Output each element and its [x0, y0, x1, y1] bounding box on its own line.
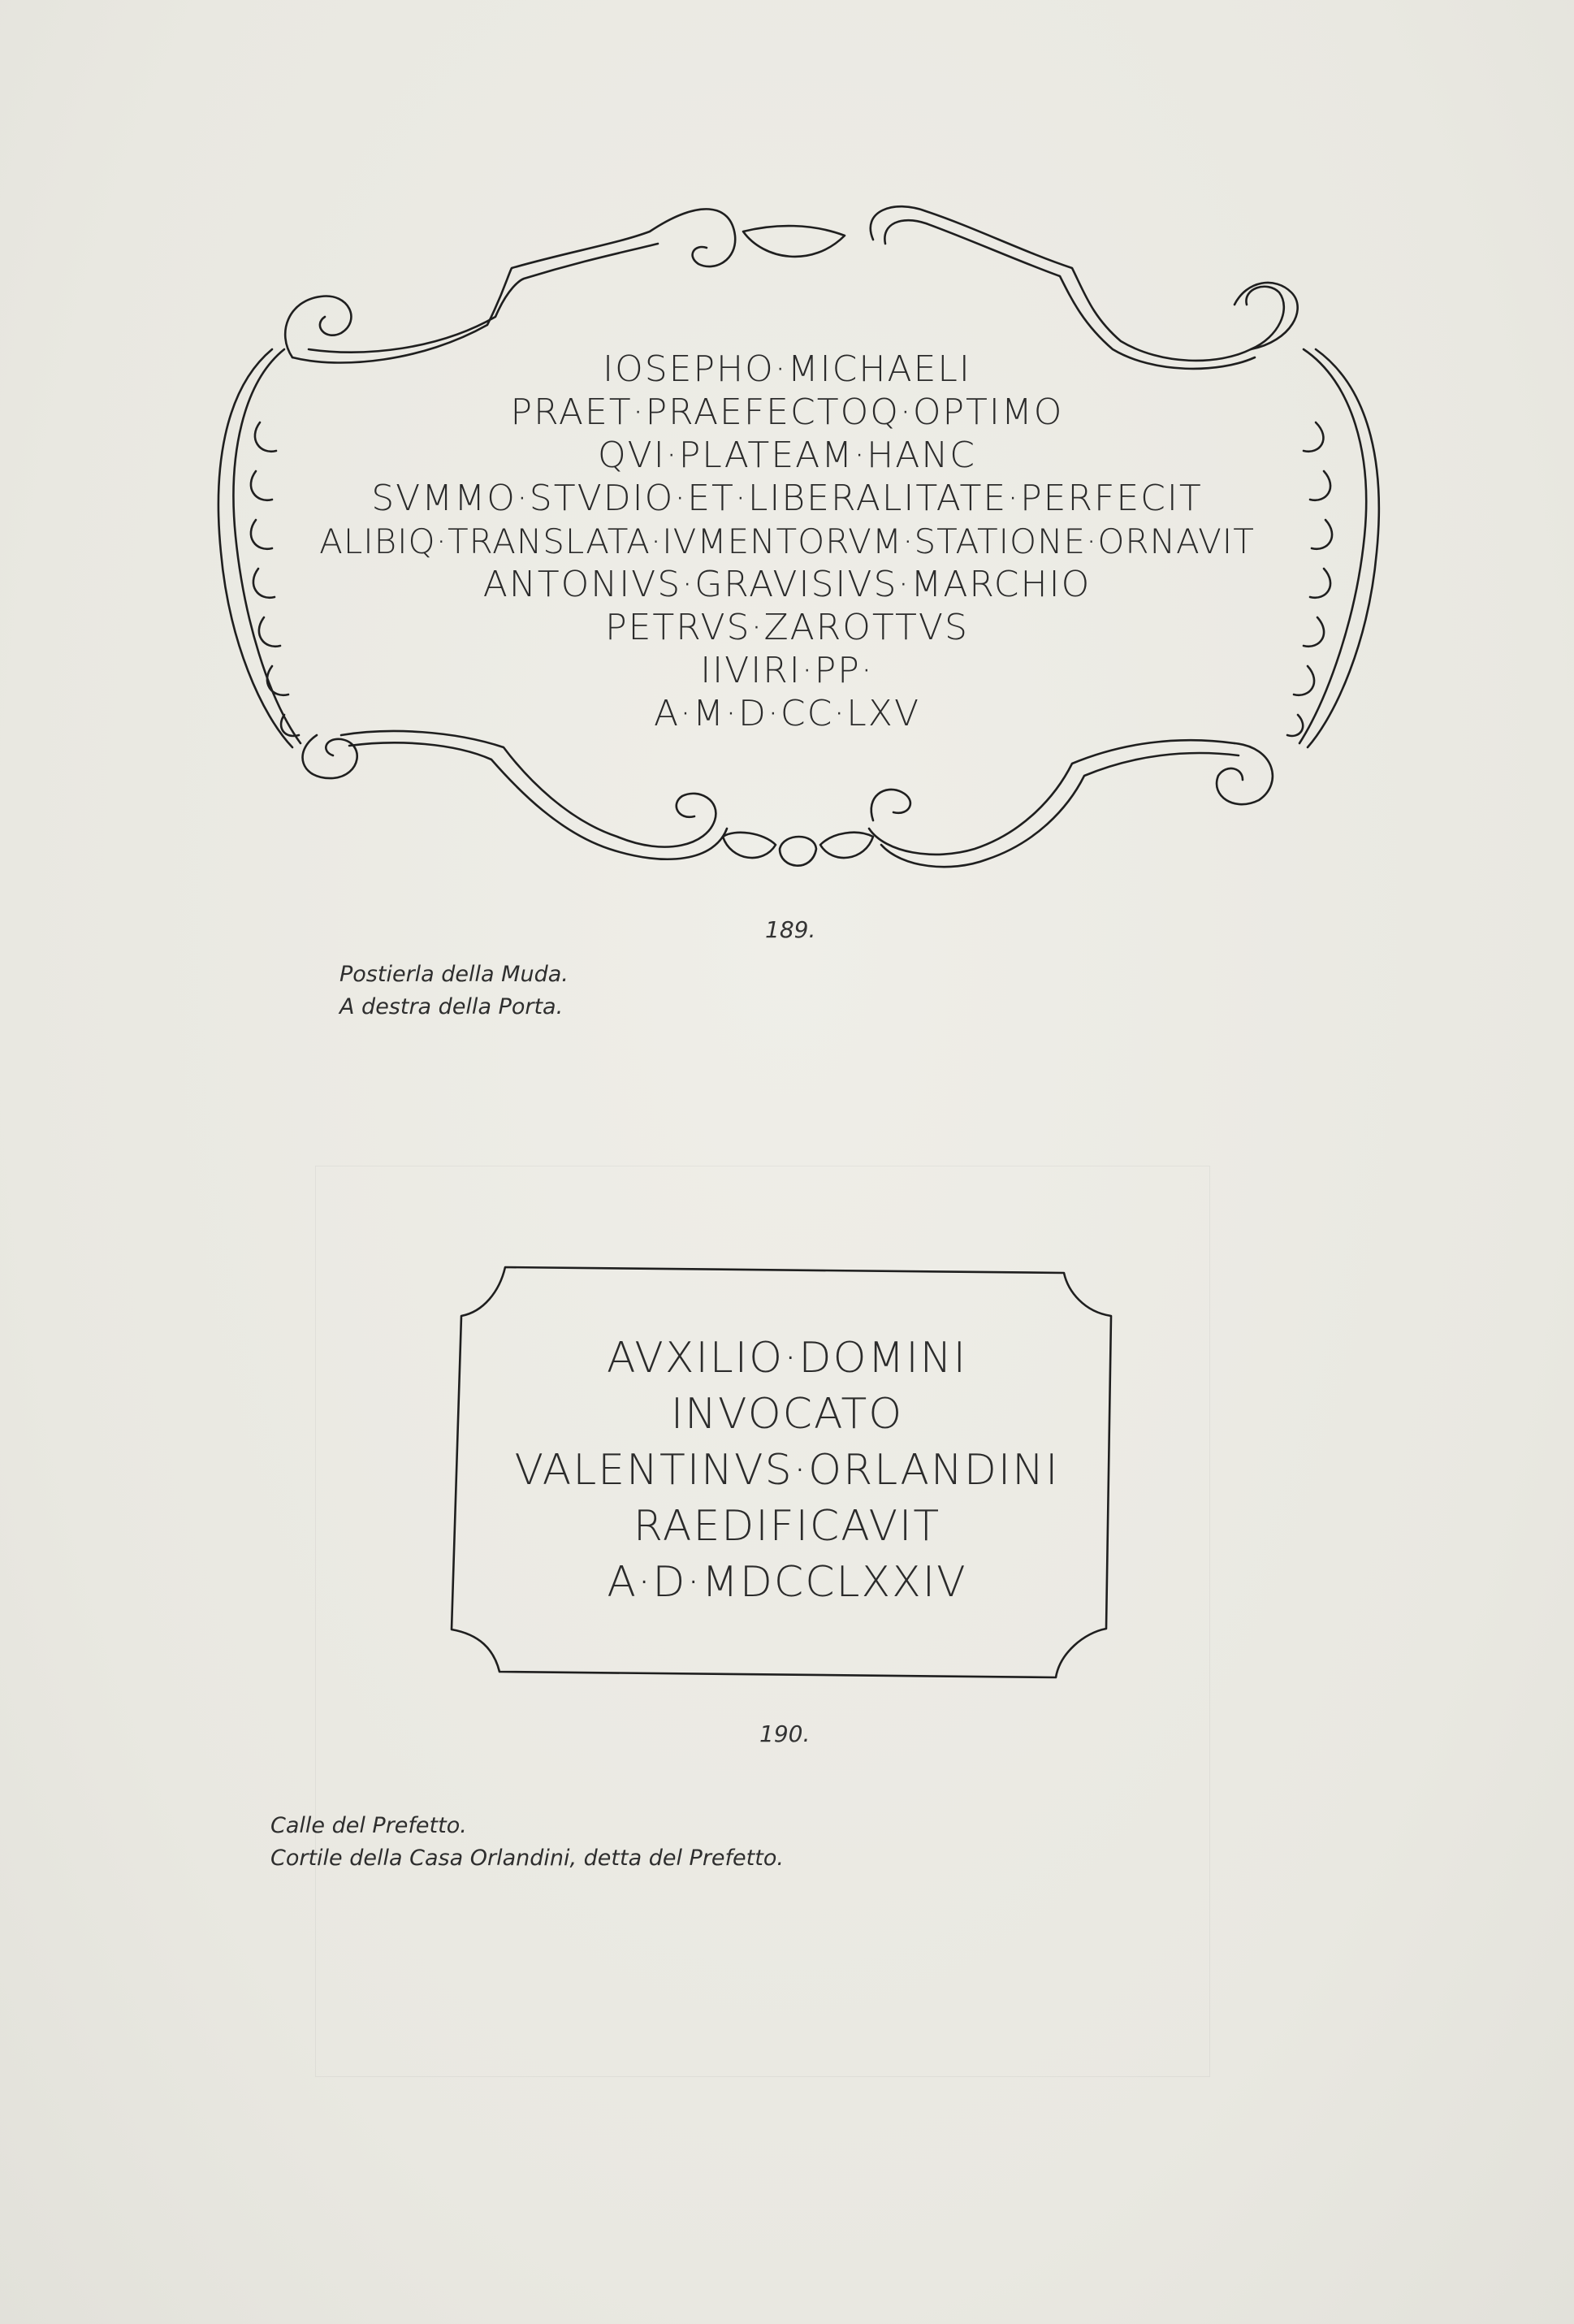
inscription-line: QVI·PLATEAM·HANC: [598, 435, 976, 476]
inscription-190: [0, 1331, 1574, 1611]
inscription-line: INVOCATO: [670, 1390, 904, 1439]
plate-number-189: 189.: [765, 916, 816, 943]
inscription-line: IIVIRI·PP·: [700, 650, 874, 691]
inscription-line: RAEDIFICAVIT: [633, 1502, 941, 1551]
caption-189: [339, 959, 569, 1024]
inscription-line: ALIBIQ·TRANSLATA·IVMENTORVM·STATIONE·ORNAVIT: [319, 521, 1255, 561]
inscription-line: PETRVS·ZAROTTVS: [605, 607, 969, 648]
inscription-line: ANTONIVS·GRAVISIVS·MARCHIO: [482, 564, 1092, 605]
caption-line: A destra della Porta.: [339, 994, 564, 1019]
inscription-line: IOSEPHO·MICHAELI: [603, 348, 971, 390]
inscription-line: A·D·MDCCLXXIV: [607, 1558, 967, 1607]
caption-line: Calle del Prefetto.: [270, 1813, 467, 1838]
inscription-line: A·M·D·CC·LXV: [653, 693, 921, 734]
inscription-189: [0, 348, 1574, 735]
caption-190: [270, 1810, 784, 1875]
caption-line: Cortile della Casa Orlandini, detta del Prefetto.: [270, 1846, 784, 1871]
inscription-line: SVMMO·STVDIO·ET·LIBERALITATE·PERFECIT: [371, 478, 1203, 519]
inscription-line: PRAET·PRAEFECTOQ·OPTIMO: [510, 392, 1064, 433]
caption-line: Postierla della Muda.: [339, 962, 569, 987]
plate-number-190: 190.: [759, 1720, 811, 1747]
inscription-line: VALENTINVS·ORLANDINI: [514, 1446, 1060, 1495]
inscription-line: AVXILIO·DOMINI: [607, 1334, 967, 1383]
